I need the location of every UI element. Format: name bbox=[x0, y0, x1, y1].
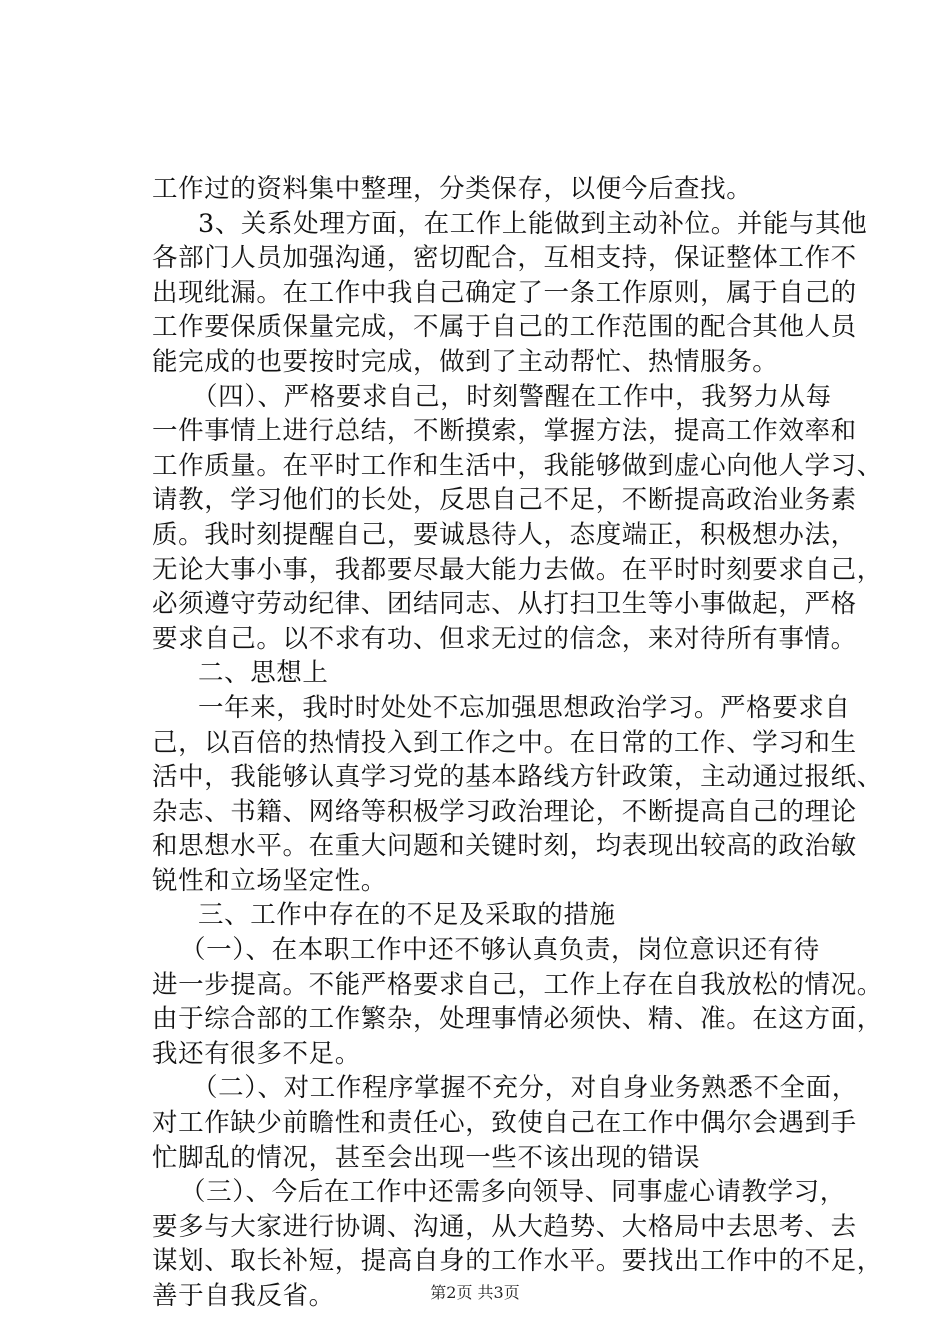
section-heading: 三、工作中存在的不足及采取的措施 bbox=[198, 900, 616, 931]
text-line: 杂志、书籍、网络等积极学习政治理论，不断提高自己的理论 bbox=[152, 796, 857, 827]
text-line: 要多与大家进行协调、沟通，从大趋势、大格局中去思考、去 bbox=[152, 1211, 857, 1242]
text-line: 忙脚乱的情况，甚至会出现一些不该出现的错误 bbox=[152, 1142, 701, 1173]
text-line: 无论大事小事，我都要尽最大能力去做。在平时时刻要求自己， bbox=[152, 554, 883, 585]
text-line: 工作要保质保量完成，不属于自己的工作范围的配合其他人员 bbox=[152, 312, 857, 343]
text-line: 能完成的也要按时完成，做到了主动帮忙、热情服务。 bbox=[152, 346, 779, 377]
text-line: 由于综合部的工作繁杂，处理事情必须快、精、准。在这方面， bbox=[152, 1004, 883, 1035]
text-line: 善于自我反省。 bbox=[152, 1281, 335, 1311]
text-line: 锐性和立场坚定性。 bbox=[152, 865, 387, 896]
text-line: 对工作缺少前瞻性和责任心，致使自己在工作中偶尔会遇到手 bbox=[152, 1108, 857, 1139]
text-line: （一）、在本职工作中还不够认真负责，岗位意识还有待 bbox=[180, 935, 820, 966]
page-number: 第2页 共3页 bbox=[430, 1283, 520, 1302]
text-line: 和思想水平。在重大问题和关键时刻，均表现出较高的政治敏 bbox=[152, 831, 857, 862]
text-line: 各部门人员加强沟通，密切配合，互相支持，保证整体工作不 bbox=[152, 243, 857, 274]
text-line: 质。我时刻提醒自己，要诚恳待人，态度端正，积极想办法， bbox=[152, 519, 857, 550]
text-line: 谋划、取长补短，提高自身的工作水平。要找出工作中的不足， bbox=[152, 1246, 883, 1277]
text-line: 请教，学习他们的长处，反思自己不足，不断提高政治业务素 bbox=[152, 485, 857, 516]
text-line: 一件事情上进行总结，不断摸索，掌握方法，提高工作效率和 bbox=[152, 416, 857, 447]
text-line: （三）、今后在工作中还需多向领导、同事虚心请教学习， bbox=[180, 1177, 846, 1208]
text-line: 工作过的资料集中整理，分类保存，以便今后查找。 bbox=[152, 174, 753, 204]
text-line: 出现纰漏。在工作中我自己确定了一条工作原则，属于自己的 bbox=[152, 277, 857, 308]
text-line: 己，以百倍的热情投入到工作之中。在日常的工作、学习和生 bbox=[152, 727, 857, 758]
text-line: 活中，我能够认真学习党的基本路线方针政策，主动通过报纸、 bbox=[152, 762, 883, 793]
text-line: 进一步提高。不能严格要求自己，工作上存在自我放松的情况。 bbox=[152, 969, 883, 1000]
section-heading: 二、思想上 bbox=[198, 658, 329, 689]
text-line: （四）、严格要求自己，时刻警醒在工作中，我努力从每 bbox=[192, 381, 832, 412]
text-line: 必须遵守劳动纪律、团结同志、从打扫卫生等小事做起，严格 bbox=[152, 589, 857, 620]
text-line: 要求自己。以不求有功、但求无过的信念，来对待所有事情。 bbox=[152, 623, 857, 654]
text-line: 我还有很多不足。 bbox=[152, 1038, 361, 1069]
text-line: （二）、对工作程序掌握不充分，对自身业务熟悉不全面， bbox=[192, 1073, 858, 1104]
text-line: 一年来，我时时处处不忘加强思想政治学习。严格要求自 bbox=[198, 692, 851, 723]
text-line: 工作质量。在平时工作和生活中，我能够做到虚心向他人学习、 bbox=[152, 450, 883, 481]
body-text bbox=[152, 172, 883, 1314]
text-line: 3、关系处理方面，在工作上能做到主动补位。并能与其他 bbox=[198, 208, 868, 239]
